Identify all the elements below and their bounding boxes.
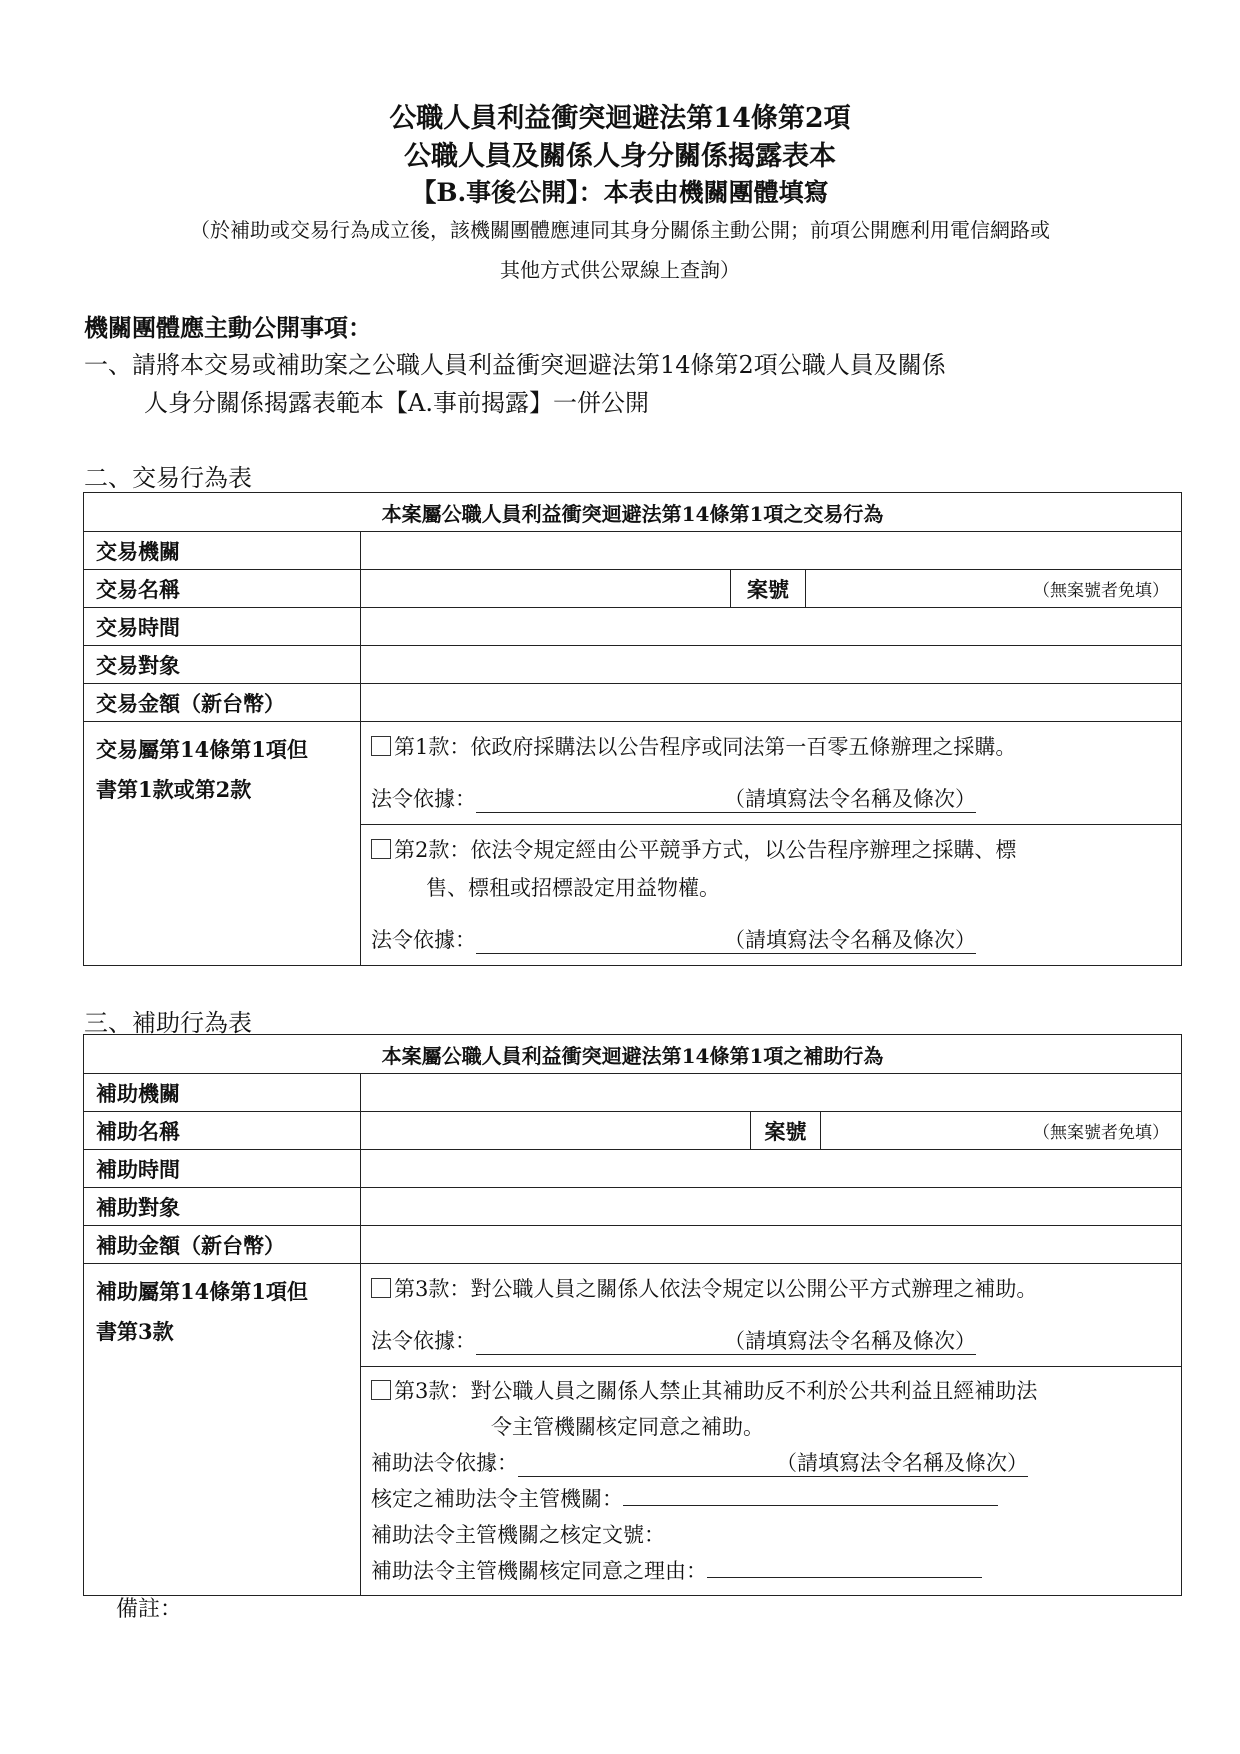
transaction-table [83,492,1182,966]
subsidy-exception-label-line2: 書第3款 [96,1319,174,1344]
transaction-time-label: 交易時間 [84,608,361,646]
transaction-exception-label-line1: 交易屬第14條第1項但 [96,737,308,762]
transaction-exception-label-line2: 書第1款或第2款 [96,777,252,802]
subsidy-approving-agency-field[interactable] [623,1481,998,1506]
transaction-option-2-checkbox[interactable] [371,839,391,859]
subsidy-option-2-checkbox[interactable] [371,1380,391,1400]
form-title-line1: 公職人員利益衝突迴避法第14條第2項 [389,103,851,134]
transaction-option-1-basis-hint: （請填寫法令名稱及條次） [724,787,976,811]
transaction-option-1 [361,722,1182,825]
subsidy-approval-reason-field[interactable] [707,1553,982,1578]
subsidy-agency-field[interactable] [361,1074,1182,1112]
transaction-option-2-text-line2: 售、標租或招標設定用益物權。 [426,876,720,900]
transaction-table-header: 本案屬公職人員利益衝突迴避法第14條第1項之交易行為 [84,493,1182,532]
transaction-name-field[interactable] [361,570,731,608]
transaction-party-label: 交易對象 [84,646,361,684]
subsidy-option-1-basis-label: 法令依據： [371,1329,476,1353]
subsidy-case-no-field[interactable] [821,1112,1182,1150]
transaction-name-label: 交易名稱 [84,570,361,608]
subsidy-exception-label-line1: 補助屬第14條第1項但 [96,1279,308,1304]
subsidy-approving-agency-label: 核定之補助法令主管機關： [371,1487,623,1511]
public-items-heading: 機關團體應主動公開事項： [84,313,372,342]
transaction-case-no-label: 案號 [731,570,806,608]
form-subtitle-line2: 其他方式供公眾線上查詢） [500,258,740,282]
subsidy-name-field[interactable] [361,1112,751,1150]
form-title-line2: 公職人員及關係人身分關係揭露表本 [404,141,836,172]
transaction-case-no-field[interactable] [806,570,1182,608]
subsidy-amount-label: 補助金額（新台幣） [84,1226,361,1264]
subsidy-table [83,1034,1182,1596]
subsidy-section-title: 三、補助行為表 [84,1009,252,1037]
form-title-line3: 【B.事後公開】：本表由機關團體填寫 [411,178,829,207]
subsidy-approval-reason-label: 補助法令主管機關核定同意之理由： [371,1559,707,1583]
subsidy-exception-label [84,1264,361,1596]
transaction-option-2-basis-hint: （請填寫法令名稱及條次） [724,928,976,952]
subsidy-party-field[interactable] [361,1188,1182,1226]
subsidy-option-2-basis-label: 補助法令依據： [371,1451,518,1475]
subsidy-case-no-hint: （無案號者免填） [1033,1123,1169,1143]
subsidy-table-header: 本案屬公職人員利益衝突迴避法第14條第1項之補助行為 [84,1035,1182,1074]
subsidy-agency-label: 補助機關 [84,1074,361,1112]
transaction-party-field[interactable] [361,646,1182,684]
subsidy-option-1 [361,1264,1182,1367]
public-item-1 [84,346,1184,422]
transaction-time-field[interactable] [361,608,1182,646]
transaction-option-2-text-line1: 第2款：依法令規定經由公平競爭方式，以公告程序辦理之採購、標 [394,838,1017,862]
transaction-option-1-checkbox[interactable] [371,736,391,756]
transaction-section-title: 二、交易行為表 [84,464,252,492]
transaction-agency-label: 交易機關 [84,532,361,570]
subsidy-option-2-text-line2: 令主管機關核定同意之補助。 [491,1415,764,1439]
public-item-1-line1: 一、請將本交易或補助案之公職人員利益衝突迴避法第14條第2項公職人員及關係 [84,351,946,379]
transaction-option-1-text: 第1款：依政府採購法以公告程序或同法第一百零五條辦理之採購。 [394,735,1017,759]
subsidy-party-label: 補助對象 [84,1188,361,1226]
transaction-option-2 [361,825,1182,966]
transaction-agency-field[interactable] [361,532,1182,570]
subsidy-option-2 [361,1367,1182,1596]
subsidy-option-2-basis-field[interactable] [518,1450,1028,1477]
transaction-amount-field[interactable] [361,684,1182,722]
transaction-option-1-basis-label: 法令依據： [371,787,476,811]
subsidy-time-label: 補助時間 [84,1150,361,1188]
transaction-case-no-hint: （無案號者免填） [1033,581,1169,601]
subsidy-option-1-text: 第3款：對公職人員之關係人依法令規定以公開公平方式辦理之補助。 [394,1277,1038,1301]
transaction-option-2-basis-field[interactable] [476,927,976,954]
subsidy-option-1-basis-hint: （請填寫法令名稱及條次） [724,1329,976,1353]
subsidy-approval-doc-no-label: 補助法令主管機關之核定文號： [371,1523,665,1547]
remarks-label: 備註： [116,1597,183,1622]
transaction-option-2-basis-label: 法令依據： [371,928,476,952]
subsidy-option-1-checkbox[interactable] [371,1278,391,1298]
subsidy-time-field[interactable] [361,1150,1182,1188]
transaction-option-1-basis-field[interactable] [476,786,976,813]
subsidy-option-2-text-line1: 第3款：對公職人員之關係人禁止其補助反不利於公共利益且經補助法 [394,1379,1038,1403]
subsidy-name-label: 補助名稱 [84,1112,361,1150]
transaction-amount-label: 交易金額（新台幣） [84,684,361,722]
subsidy-amount-field[interactable] [361,1226,1182,1264]
subsidy-option-1-basis-field[interactable] [476,1328,976,1355]
transaction-exception-label [84,722,361,966]
form-subtitle-line1: （於補助或交易行為成立後，該機關團體應連同其身分關係主動公開；前項公開應利用電信網路或 [190,218,1050,242]
subsidy-option-2-basis-hint: （請填寫法令名稱及條次） [776,1451,1028,1475]
subsidy-case-no-label: 案號 [751,1112,821,1150]
public-item-1-line2: 人身分關係揭露表範本【A.事前揭露】一併公開 [144,389,649,417]
